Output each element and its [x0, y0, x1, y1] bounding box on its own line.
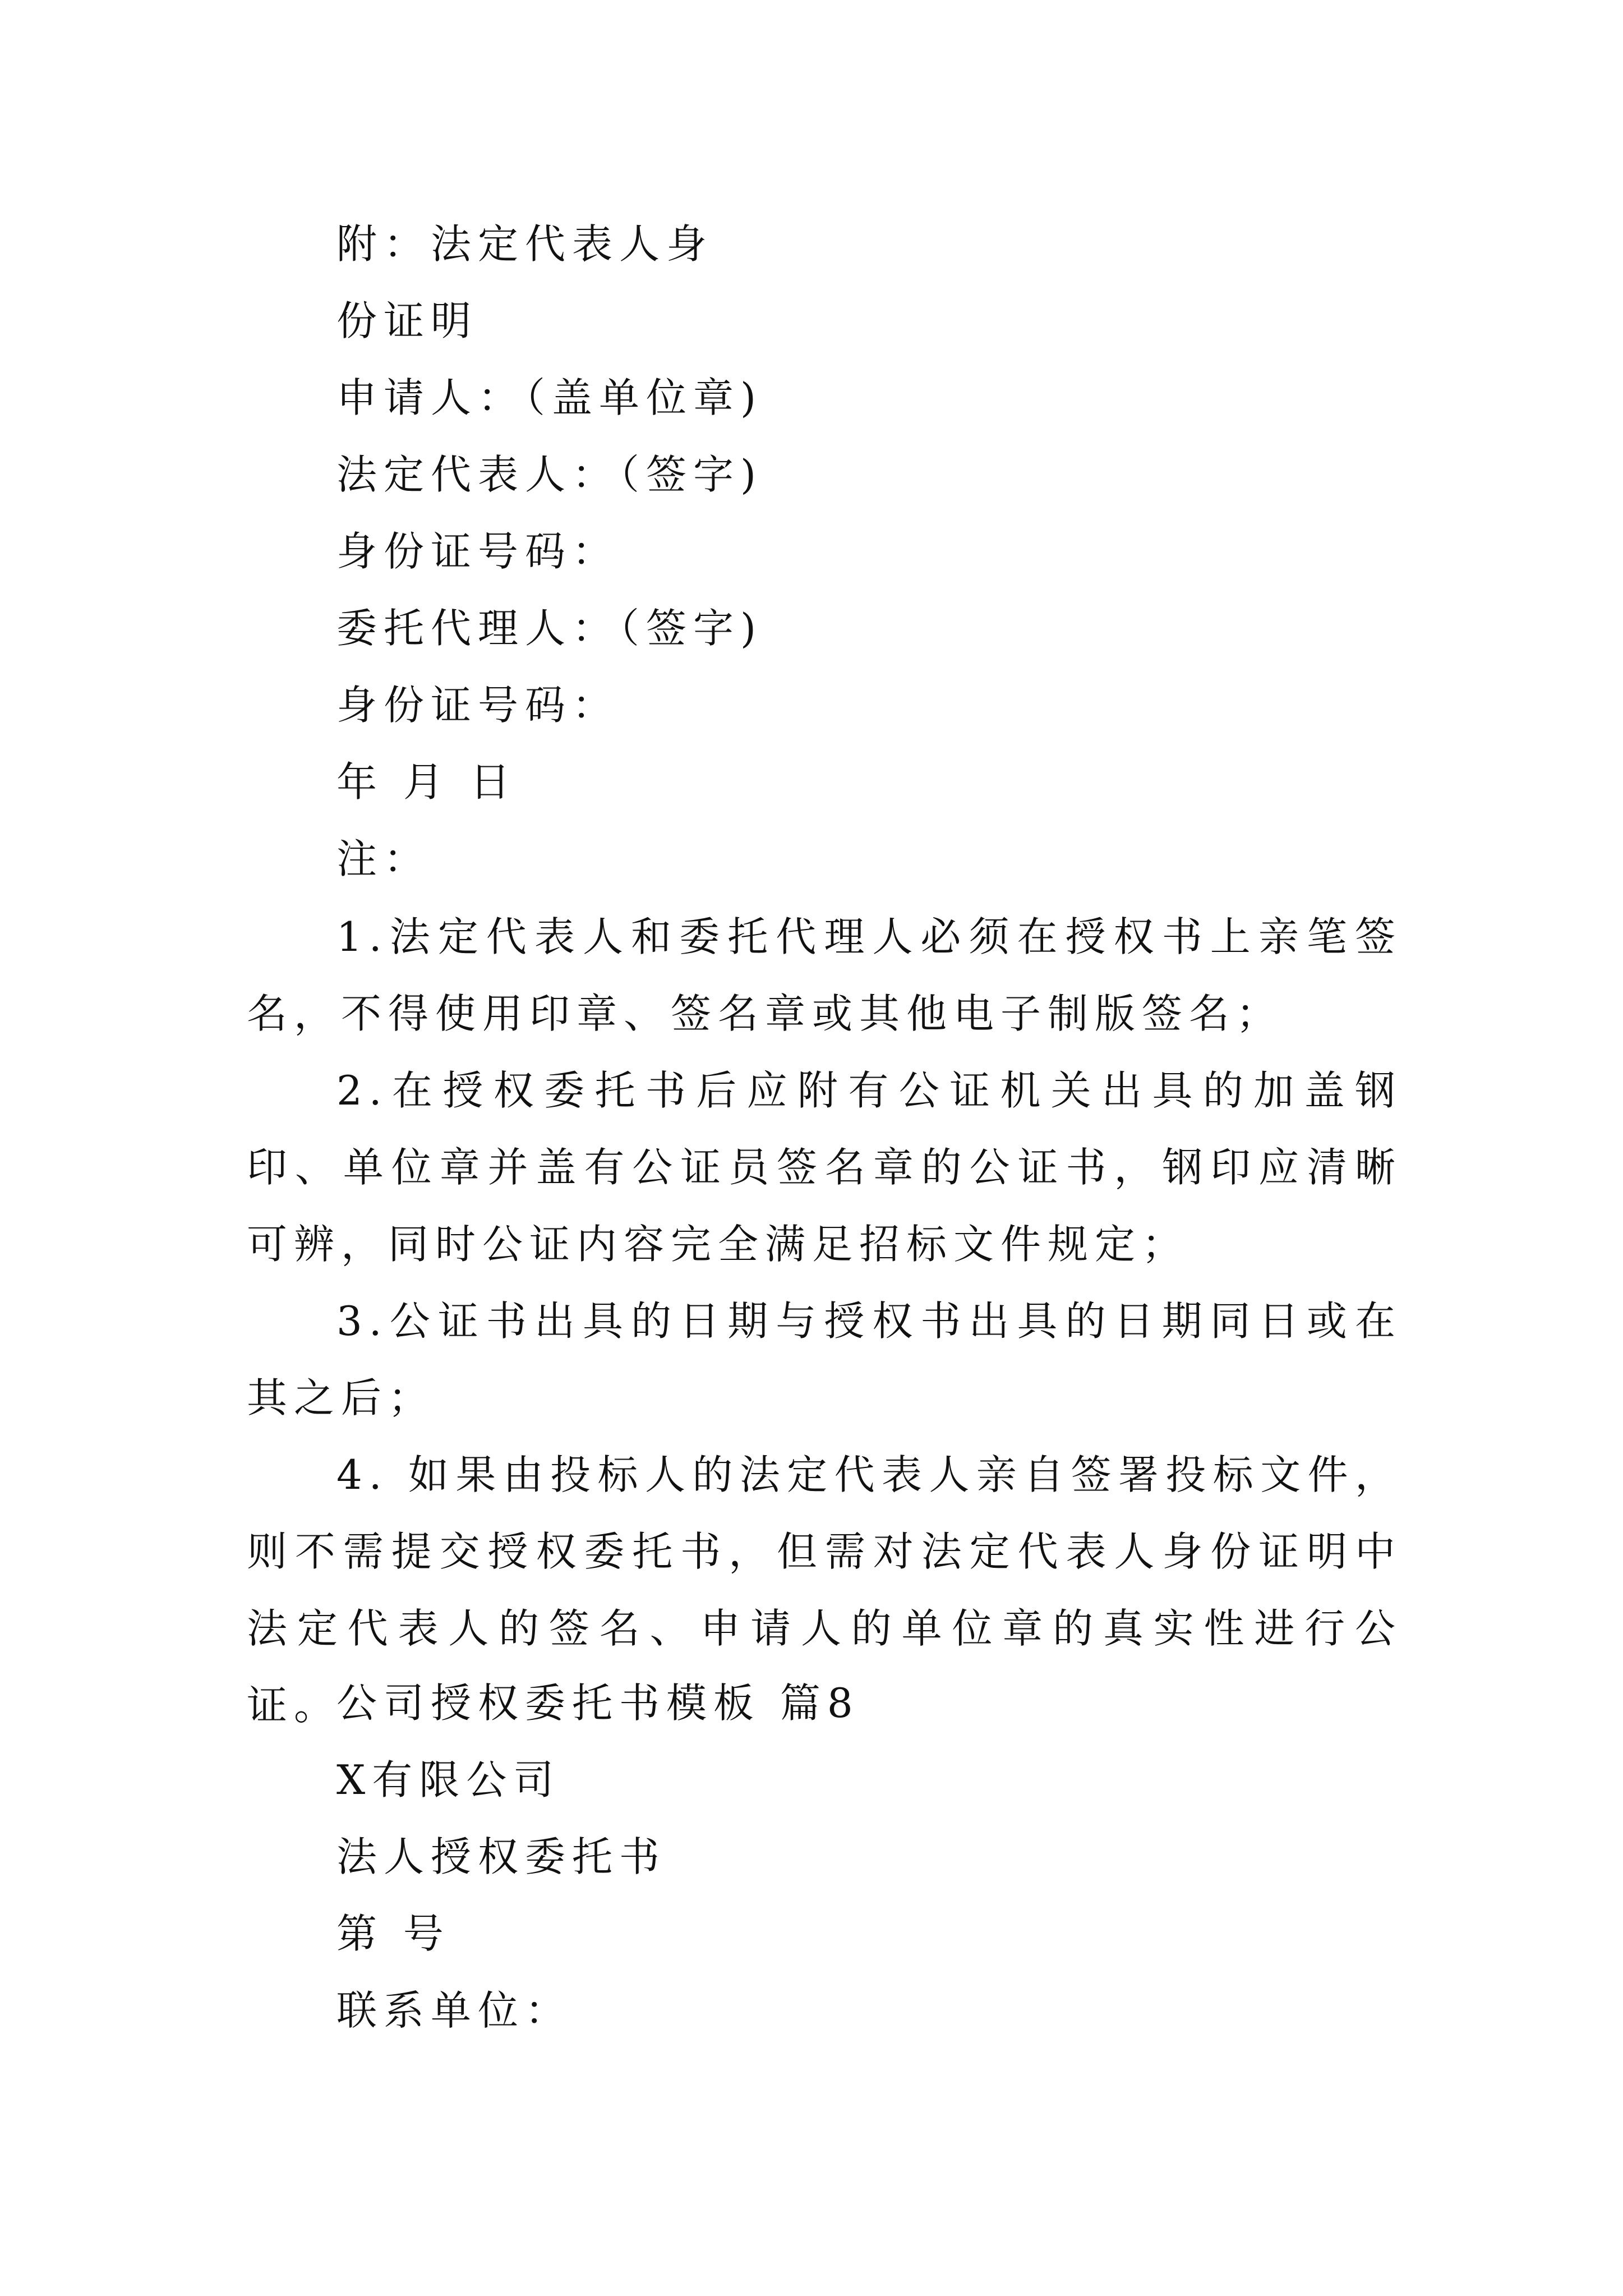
legal-rep-line: 法定代表人：（签字)	[336, 451, 763, 498]
agent-line: 委托代理人：（签字)	[336, 605, 763, 652]
document-title: 法人授权委托书	[336, 1833, 667, 1880]
attachment-heading-cont: 份证明	[336, 297, 478, 344]
note-4: 4. 如果由投标人的法定代表人亲自签署投标文件，则不需提交授权委托书，但需对法定代表人身份证明中法定代表人的签名、申请人的单位章的真实性进行公证。	[247, 1451, 1402, 1729]
document-number: 第 号	[336, 1910, 450, 1957]
id-number-line: 身份证号码：	[336, 528, 620, 575]
company-name: X有限公司	[336, 1756, 561, 1803]
applicant-line: 申请人：（盖单位章)	[336, 374, 763, 421]
contact-unit-line: 联系单位：	[336, 1987, 573, 2034]
notes-heading: 注：	[336, 835, 431, 882]
note-2: 2.在授权委托书后应附有公证机关出具的加盖钢印、单位章并盖有公证员签名章的公证书，钢印应清晰可辨，同时公证内容完全满足招标文件规定；	[247, 1067, 1402, 1268]
agent-id-number-line: 身份证号码：	[336, 682, 620, 729]
date-line: 年 月 日	[336, 758, 517, 806]
note-3: 3.公证书出具的日期与授权书出具的日期同日或在其之后；	[247, 1297, 1402, 1421]
attachment-heading: 附：法定代表人身	[336, 220, 714, 268]
note-1: 1.法定代表人和委托代理人必须在授权书上亲笔签名，不得使用印章、签名章或其他电子制版签名；	[247, 913, 1402, 1037]
section-title: 公司授权委托书模板 篇8	[336, 1680, 860, 1727]
